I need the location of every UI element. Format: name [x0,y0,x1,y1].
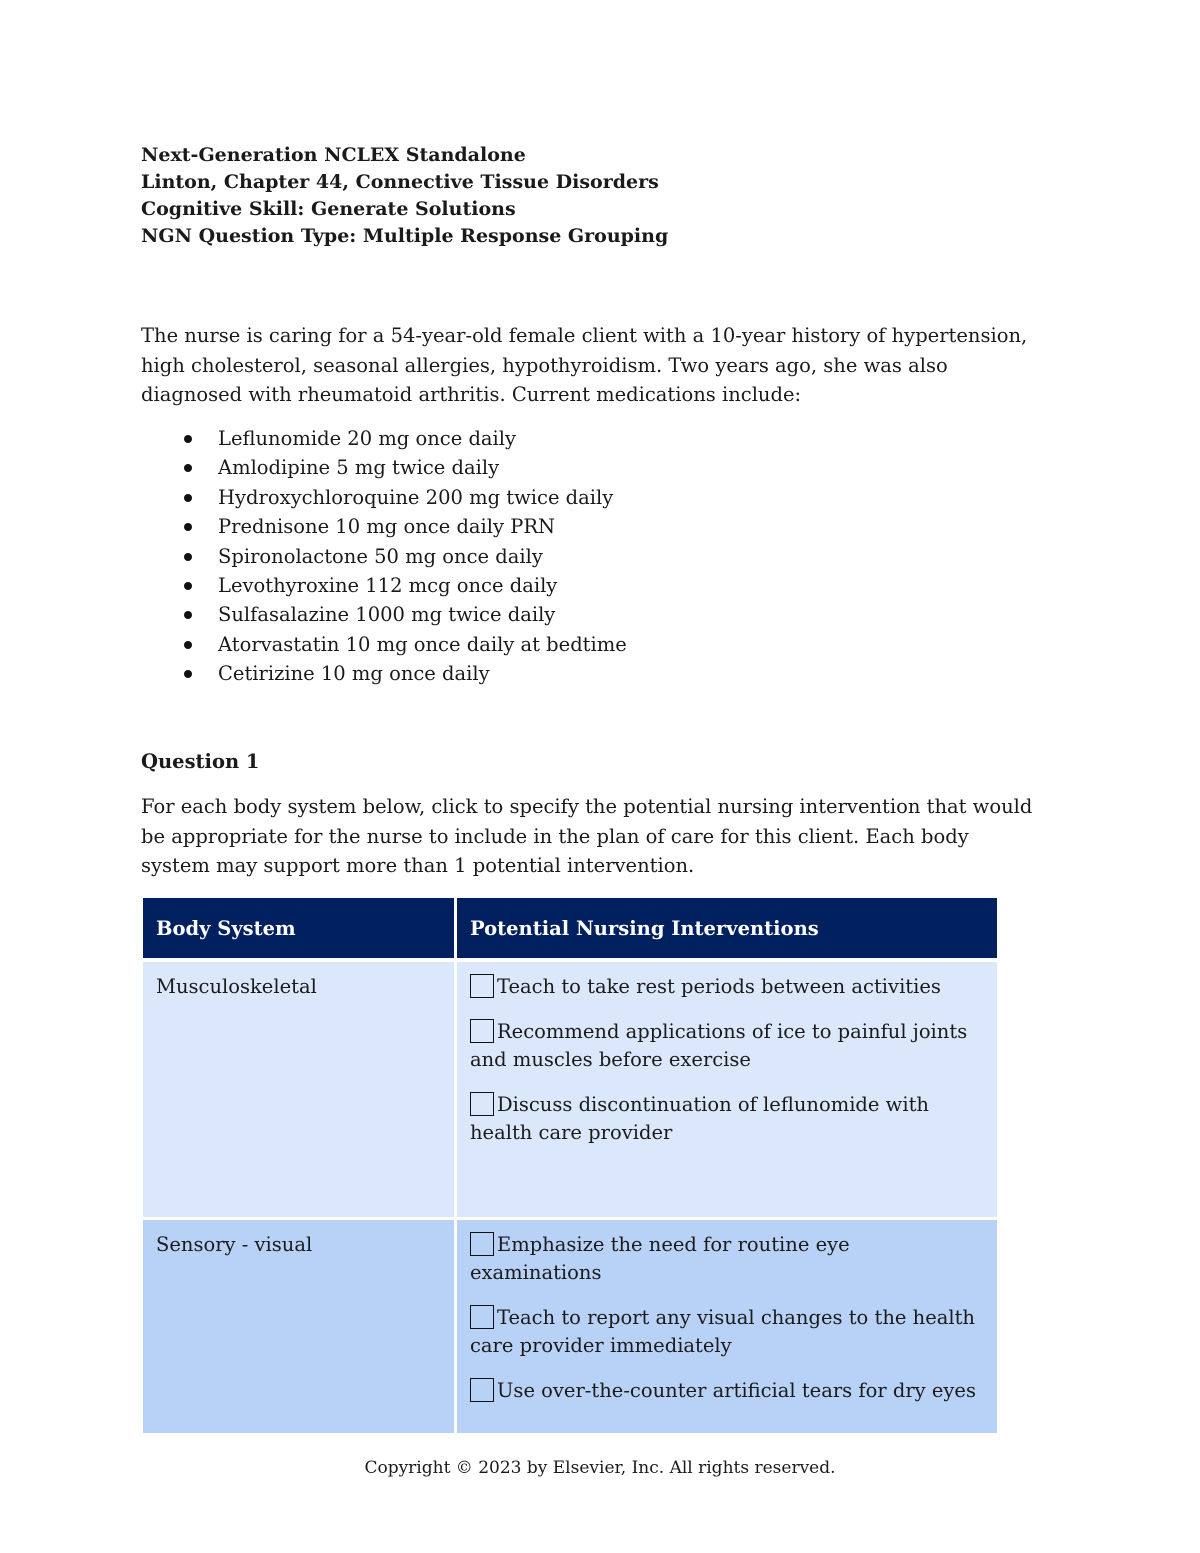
body-system-header: Body System [143,898,456,960]
intervention-table [143,898,997,1436]
checkbox[interactable] [470,1378,494,1402]
checkbox[interactable] [470,1305,494,1329]
interventions-cell [456,960,998,1219]
checkbox[interactable] [470,1232,494,1256]
option-label: Discuss discontinuation of leflunomide with health care provider [470,1093,929,1144]
medication-item: Leflunomide 20 mg once daily [141,424,627,453]
intervention-option[interactable] [470,1091,984,1147]
medication-item: Atorvastatin 10 mg once daily at bedtime [141,630,627,659]
medication-item: Cetirizine 10 mg once daily [141,659,627,688]
option-label: Teach to take rest periods between activities [497,975,941,998]
intervention-option[interactable] [470,1018,984,1074]
document-header [141,142,668,250]
body-system-cell: Musculoskeletal [143,960,456,1219]
intervention-option[interactable] [470,973,984,1001]
header-line-2: Linton, Chapter 44, Connective Tissue Disorders [141,171,659,193]
option-label: Teach to report any visual changes to the health care provider immediately [470,1306,975,1357]
interventions-header: Potential Nursing Interventions [456,898,998,960]
header-line-1: Next-Generation NCLEX Standalone [141,144,526,166]
header-line-3: Cognitive Skill: Generate Solutions [141,198,516,220]
medication-item: Hydroxychloroquine 200 mg twice daily [141,483,627,512]
medication-item: Sulfasalazine 1000 mg twice daily [141,600,627,629]
checkbox[interactable] [470,974,494,998]
table-row [143,1219,997,1435]
option-label: Use over-the-counter artificial tears for dry eyes [497,1379,976,1402]
question-text: For each body system below, click to specify the potential nursing intervention that would be appropriate for the nurse to include in the plan of care for this client. Each body system may support more than 1 potential intervention. [141,795,1033,877]
option-label: Emphasize the need for routine eye examinations [470,1233,850,1284]
option-label: Recommend applications of ice to painful joints and muscles before exercise [470,1020,968,1071]
checkbox[interactable] [470,1019,494,1043]
interventions-cell [456,1219,998,1435]
medication-item: Spironolactone 50 mg once daily [141,542,627,571]
table-row [143,960,997,1219]
case-intro: The nurse is caring for a 54-year-old female client with a 10-year history of hypertension, high cholesterol, seasonal allergies, hypothyroidism. Two years ago, she was also diagnosed with rheumatoid arthritis. Current medications include: [141,324,1028,406]
medication-item: Levothyroxine 112 mcg once daily [141,571,627,600]
medication-list [141,424,627,689]
intervention-option[interactable] [470,1304,984,1360]
question-title: Question 1 [141,750,260,773]
medication-item: Amlodipine 5 mg twice daily [141,453,627,482]
body-system-cell: Sensory - visual [143,1219,456,1435]
intervention-option[interactable] [470,1377,984,1405]
intervention-option[interactable] [470,1231,984,1287]
checkbox[interactable] [470,1092,494,1116]
table-header-row [143,898,997,960]
header-line-4: NGN Question Type: Multiple Response Grouping [141,225,669,247]
medication-item: Prednisone 10 mg once daily PRN [141,512,627,541]
copyright-footer: Copyright © 2023 by Elsevier, Inc. All rights reserved. [364,1458,836,1478]
